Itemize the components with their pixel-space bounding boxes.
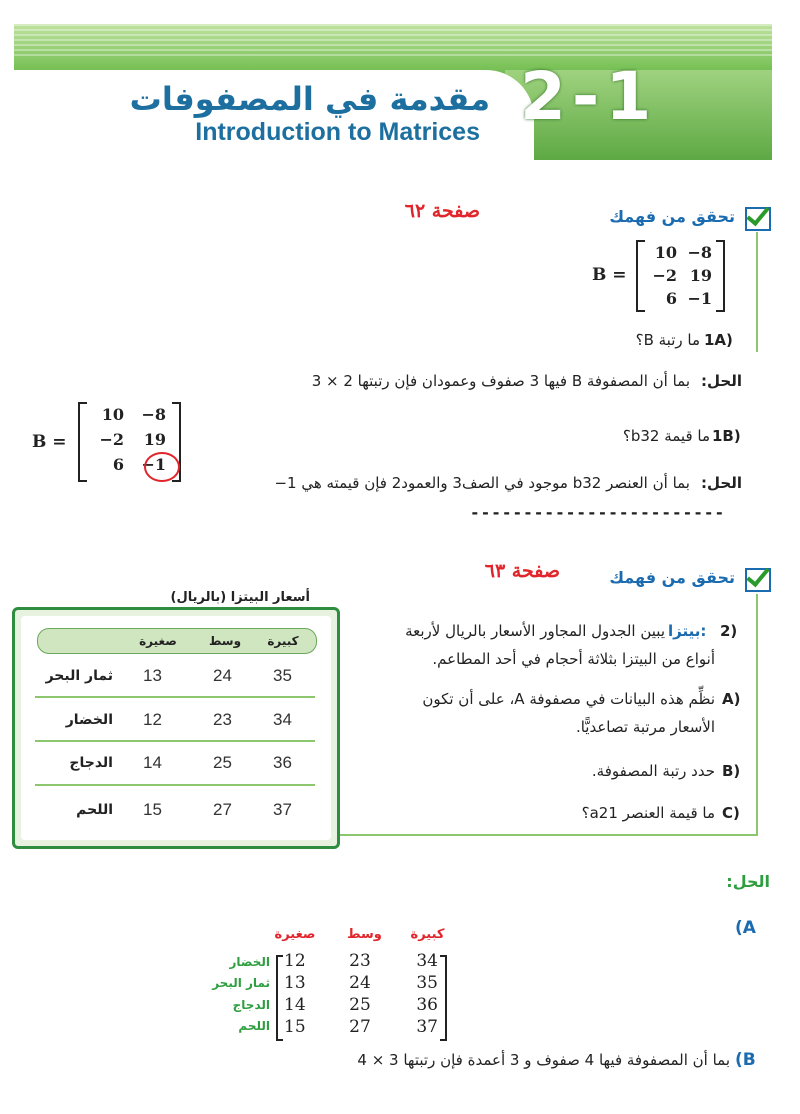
row-label-vegetables: الخضار	[229, 955, 270, 969]
matrix-cell: 13	[284, 973, 306, 993]
question-a-number: A)	[722, 690, 741, 708]
table-cell: 24	[213, 666, 232, 685]
matrix-bracket-left	[636, 240, 645, 312]
matrix-cell: 24	[349, 973, 371, 993]
table-cell: 12	[143, 710, 162, 729]
matrix-cell: −2	[99, 430, 124, 449]
table-cell: 14	[143, 753, 162, 772]
matrix-cell: 36	[416, 995, 438, 1015]
row-divider	[35, 696, 315, 698]
matrix-cell: −1	[141, 455, 166, 474]
matrix-cell: 15	[284, 1017, 306, 1037]
check-understanding-title: تحقق من فهمك	[609, 207, 735, 226]
matrix-cell: −8	[141, 405, 166, 424]
matrix-cell: 23	[349, 951, 371, 971]
matrix-cell: 19	[689, 266, 712, 285]
lesson-number: 2-1	[520, 58, 658, 135]
matrix-cell: 14	[284, 995, 306, 1015]
matrix-cell: 10	[101, 405, 124, 424]
lesson-title-english: Introduction to Matrices	[195, 118, 480, 146]
matrix-cell: 37	[416, 1017, 438, 1037]
table-cell: 13	[143, 666, 162, 685]
question-1a: ما رتبة B؟	[635, 331, 700, 349]
row-label-seafood: ثمار البحر	[212, 976, 270, 990]
question-2-line-1: يبين الجدول المجاور الأسعار بالريال لأربعة	[405, 622, 665, 640]
matrix-cell: −2	[652, 266, 677, 285]
section-divider: ------------------------	[470, 503, 726, 522]
page-62-title: صفحة ٦٢	[404, 200, 480, 222]
section-rule	[756, 594, 758, 834]
table-cell: 25	[213, 753, 232, 772]
section-rule	[756, 232, 758, 352]
matrix-cell: 34	[416, 951, 438, 971]
row-label-meat: اللحم	[238, 1019, 270, 1033]
checkmark-icon	[745, 568, 771, 592]
solution-1a-label: الحل:	[701, 372, 742, 390]
section-rule-bottom	[340, 834, 758, 836]
matrix-cell: 35	[416, 973, 438, 993]
solution-1b-text: بما أن العنصر b32 موجود في الصف3 والعمود2 فإن قيمته هي 1−	[274, 474, 690, 492]
row-label-chicken: الدجاج	[232, 998, 270, 1012]
table-cell: 36	[273, 753, 292, 772]
matrix-cell: 27	[349, 1017, 371, 1037]
question-1b-number: 1B)	[712, 427, 741, 445]
checkmark-icon	[745, 207, 771, 231]
matrix-cell: 10	[654, 243, 677, 262]
question-a-line-2: الأسعار مرتبة تصاعديًّا.	[575, 718, 715, 736]
question-2-line-2: أنواع من البيتزا بثلاثة أحجام في أحد المطاعم.	[432, 650, 715, 668]
matrix-cell: 6	[665, 289, 677, 308]
matrix-cell: 12	[284, 951, 306, 971]
pizza-price-table	[12, 607, 340, 849]
matrix-cell: 6	[112, 455, 124, 474]
matrix-cell: −8	[687, 243, 712, 262]
solution-a-label: (A	[735, 918, 756, 938]
table-cell: 15	[143, 800, 162, 819]
matrix-cell: 19	[143, 430, 166, 449]
row-label-meat: اللحم	[76, 802, 113, 818]
matrix-cell: 25	[349, 995, 371, 1015]
solution-1a-text: بما أن المصفوفة B فيها 3 صفوف وعمودان فإن رتبتها 2 × 3	[311, 372, 690, 390]
check-understanding-title: تحقق من فهمك	[609, 568, 735, 587]
question-2-heading: بيتزا:	[668, 622, 707, 640]
solution-1b-label: الحل:	[701, 474, 742, 492]
lesson-title-arabic: مقدمة في المصفوفات	[129, 80, 490, 118]
page-63-title: صفحة ٦٣	[484, 560, 560, 582]
question-1a-number: 1A)	[704, 331, 733, 349]
table-header-small: صغيرة	[139, 634, 177, 648]
table-header-large: كبيرة	[267, 634, 299, 648]
row-label-seafood: ثمار البحر	[45, 668, 113, 684]
matrix-bracket-left	[276, 955, 283, 1041]
solution-b-label: (B	[735, 1050, 756, 1070]
matrix-cell: −1	[687, 289, 712, 308]
solution-label: الحل:	[726, 872, 770, 891]
matrix-bracket-right	[440, 955, 447, 1041]
table-caption: أسعار البيتزا (بالريال)	[170, 590, 310, 605]
col-header-large: كبيرة	[410, 927, 445, 942]
matrix-bracket-right	[716, 240, 725, 312]
row-label-vegetables: الخضار	[65, 712, 113, 728]
question-c-number: C)	[722, 804, 740, 822]
question-b-number: B)	[722, 762, 741, 780]
matrix-b-label-2: B =	[32, 432, 67, 452]
question-c-text: ما قيمة العنصر a21؟	[581, 804, 715, 822]
row-label-chicken: الدجاج	[69, 755, 113, 771]
row-divider	[35, 784, 315, 786]
row-divider	[35, 740, 315, 742]
question-2-number: 2)	[720, 622, 738, 640]
col-header-medium: وسط	[347, 927, 382, 942]
col-header-small: صغيرة	[274, 927, 316, 942]
solution-b-text: بما أن المصفوفة فيها 4 صفوف و 3 أعمدة فإن رتبتها 3 × 4	[357, 1051, 730, 1069]
question-b-text: حدد رتبة المصفوفة.	[591, 762, 715, 780]
question-a-line-1: نظِّم هذه البيانات في مصفوفة A، على أن تكون	[422, 690, 715, 708]
table-cell: 37	[273, 800, 292, 819]
matrix-bracket-left	[78, 402, 87, 482]
table-cell: 34	[273, 710, 292, 729]
table-cell: 35	[273, 666, 292, 685]
table-cell: 27	[213, 800, 232, 819]
question-1b: ما قيمة b32؟	[622, 427, 710, 445]
table-cell: 23	[213, 710, 232, 729]
table-header-medium: وسط	[208, 634, 242, 648]
matrix-b-label: B =	[592, 265, 627, 285]
highlight-circle	[144, 452, 180, 482]
